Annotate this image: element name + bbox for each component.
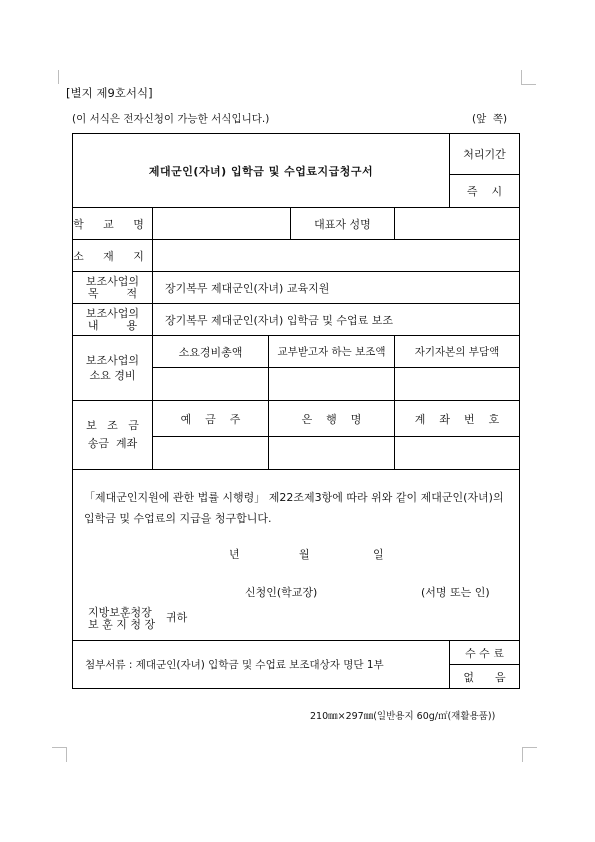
cost-total-field[interactable] [153, 368, 269, 401]
content-label-line-2: 내 용 [87, 318, 138, 332]
recipient-branch-office: 보 훈 지 청 장 [88, 618, 156, 631]
electronic-note: (이 서식은 전자신청이 가능한 서식입니다.) [72, 113, 270, 125]
content-label [73, 304, 153, 336]
account-label-line-2: 송금 계좌 [87, 437, 138, 450]
account-column-holder: 예 금 주 [153, 401, 269, 437]
side-label: (앞 쪽) [472, 113, 508, 125]
cost-label [73, 336, 153, 401]
crop-mark-top-right [521, 70, 536, 85]
processing-period-value: 즉 시 [450, 175, 520, 208]
cost-column-own-share: 자기자본의 부담액 [395, 336, 520, 368]
form-number: [별지 제9호서식] [66, 86, 153, 100]
account-label-line-1: 보 조 금 [86, 419, 139, 432]
declaration-text: 「제대군인지원에 관한 법률 시행령」 제22조제3항에 따라 위와 같이 제대군인(자녀)의 입학금 및 수업료의 지급을 청구합니다. [84, 491, 504, 525]
paper-spec: 210㎜×297㎜(일반용지 60g/㎡(재활용품)) [310, 711, 496, 722]
content-value: 장기복무 제대군인(자녀) 입학금 및 수업료 보조 [153, 304, 520, 336]
applicant-label: 신청인(학교장) [245, 586, 318, 599]
location-label: 소 재 지 [73, 240, 153, 272]
account-number-field[interactable] [395, 437, 520, 470]
purpose-label-line-1: 보조사업의 [85, 274, 140, 288]
fee-value: 없 음 [450, 665, 520, 689]
school-name-label: 학 교 명 [73, 208, 153, 240]
signature-label: (서명 또는 인) [421, 586, 490, 599]
date-month-label: 월 [299, 548, 310, 561]
cost-label-line-2: 소요 경비 [89, 369, 136, 382]
crop-mark-bottom-right [522, 747, 537, 762]
purpose-value: 장기복무 제대군인(자녀) 교육지원 [153, 272, 520, 304]
attachment-text: 첨부서류 : 제대군인(자녀) 입학금 및 수업료 보조대상자 명단 1부 [73, 641, 450, 689]
crop-mark-bottom-left [52, 747, 67, 762]
representative-name-field[interactable] [395, 208, 520, 240]
crop-mark-top-left [58, 70, 73, 84]
cost-subsidy-field[interactable] [269, 368, 395, 401]
representative-name-label: 대표자 성명 [291, 208, 395, 240]
purpose-label [73, 272, 153, 304]
date-day-label: 일 [373, 548, 384, 561]
fee-label: 수 수 료 [450, 641, 520, 665]
account-column-bank: 은 행 명 [269, 401, 395, 437]
location-field[interactable] [153, 240, 520, 272]
account-column-number: 계 좌 번 호 [395, 401, 520, 437]
honorific-label: 귀하 [166, 611, 188, 624]
cost-label-line-1: 보조사업의 [85, 354, 140, 367]
recipient-regional-office: 지방보훈청장 [88, 606, 152, 619]
date-year-label: 년 [229, 548, 240, 561]
cost-own-share-field[interactable] [395, 368, 520, 401]
form-title: 제대군인(자녀) 입학금 및 수업료지급청구서 [73, 134, 450, 208]
content-label-line-1: 보조사업의 [85, 306, 140, 320]
bank-name-field[interactable] [269, 437, 395, 470]
school-name-field[interactable] [153, 208, 291, 240]
cost-column-subsidy: 교부받고자 하는 보조액 [269, 336, 395, 368]
account-label [73, 401, 153, 470]
cost-column-total: 소요경비총액 [153, 336, 269, 368]
account-holder-field[interactable] [153, 437, 269, 470]
processing-period-label: 처리기간 [450, 134, 520, 175]
purpose-label-line-2: 목 적 [87, 286, 138, 300]
